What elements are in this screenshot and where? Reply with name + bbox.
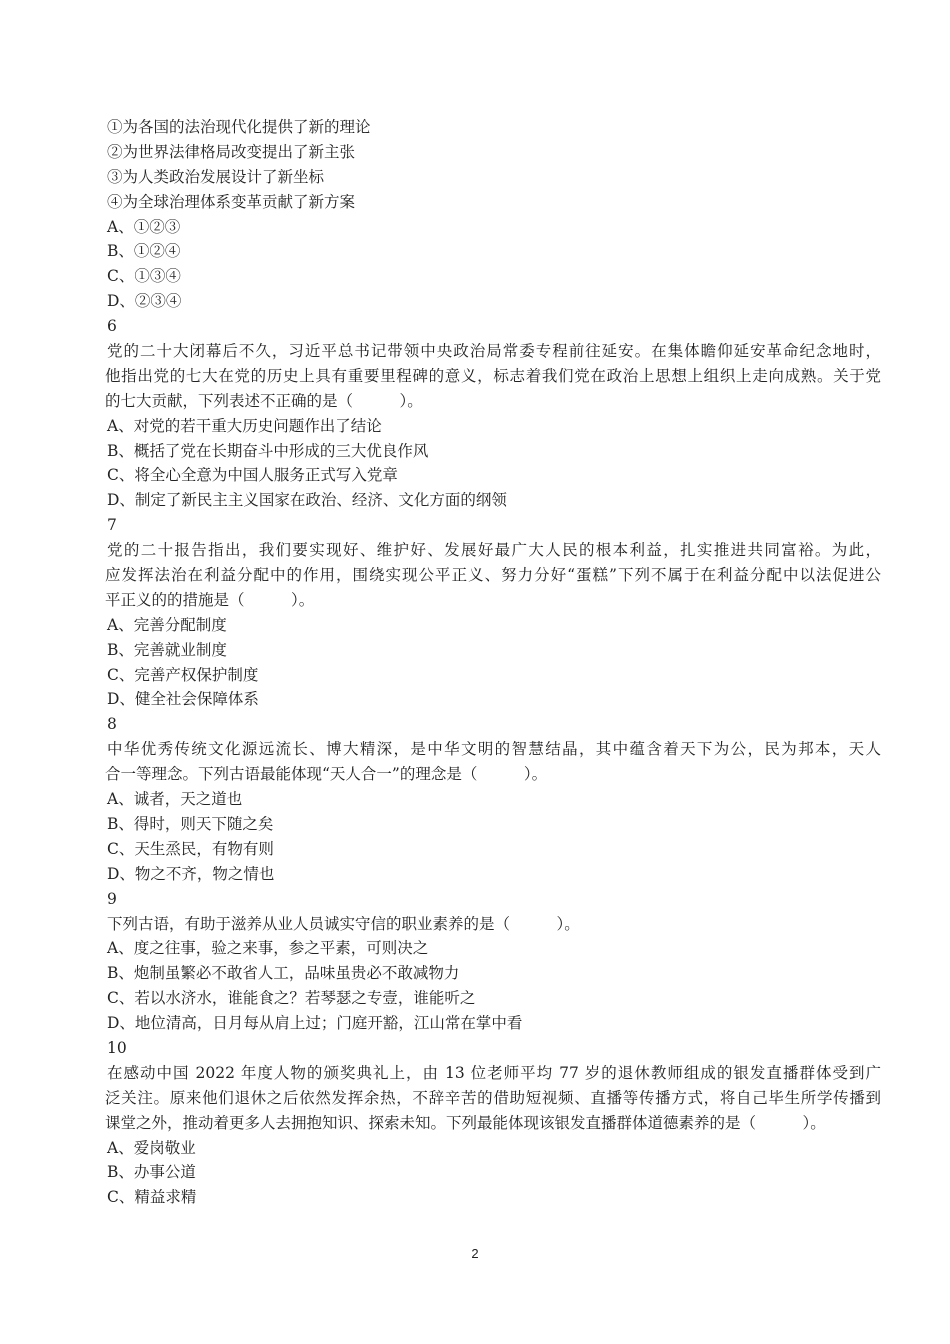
option: D、②③④	[107, 292, 182, 311]
option: B、办事公道	[107, 1163, 196, 1182]
question-stem: 合一等理念。下列古语最能体现“天人合一”的理念是（ ）。	[105, 765, 548, 784]
page-number: 2	[471, 1246, 479, 1261]
question-stem: 他指出党的七大在党的历史上具有重要里程碑的意义，标志着我们党在政治上思想上组织上走向成熟。关于党	[105, 366, 881, 385]
option: B、完善就业制度	[107, 640, 227, 659]
option: A、完善分配制度	[107, 615, 227, 634]
question-7	[105, 513, 881, 712]
question-stem: 课堂之外，推动着更多人去拥抱知识、探索未知。下列最能体现该银发直播群体道德素养的是（ ）。	[105, 1113, 826, 1132]
option: A、对党的若干重大历史问题作出了结论	[107, 416, 382, 435]
question-number: 9	[107, 889, 117, 908]
question-stem: 泛关注。原来他们退休之后依然发挥余热，不辞辛苦的借助短视频、直播等传播方式，将自己毕生所学传播到	[105, 1088, 881, 1107]
question-stem: 中华优秀传统文化源远流长、博大精深，是中华文明的智慧结晶，其中蕴含着天下为公，民为邦本，天人	[107, 740, 881, 759]
question-number: 6	[107, 317, 117, 336]
option: C、将全心全意为中国人服务正式写入党章	[107, 466, 398, 485]
option: D、物之不齐，物之情也	[107, 864, 275, 883]
question-number: 8	[107, 715, 117, 734]
question-stem: 在感动中国 2022 年度人物的颁奖典礼上，由 13 位老师平均 77 岁的退休教师组成的银发直播群体受到广	[107, 1063, 881, 1082]
document-body	[105, 115, 881, 1210]
question-6	[105, 314, 881, 513]
option: A、度之往事，验之来事，参之平素，可则决之	[107, 939, 429, 958]
option: B、概括了党在长期奋斗中形成的三大优良作风	[107, 441, 429, 460]
option: A、诚者，天之道也	[107, 790, 243, 809]
question-stem: 的七大贡献，下列表述不正确的是（ ）。	[105, 391, 423, 410]
question-stem: 下列古语，有助于滋养从业人员诚实守信的职业素养的是（ ）。	[107, 914, 580, 933]
question-5-continued	[105, 115, 881, 314]
option: A、①②③	[107, 217, 181, 236]
question-stem: 党的二十大闭幕后不久，习近平总书记带领中央政治局常委专程前往延安。在集体瞻仰延安革命纪念地时，	[107, 342, 881, 361]
option: A、爱岗敬业	[107, 1138, 196, 1157]
option: B、炮制虽繁必不敢省人工，品味虽贵必不敢减物力	[107, 964, 460, 983]
option: B、得时，则天下随之矣	[107, 814, 274, 833]
option: D、健全社会保障体系	[107, 690, 259, 709]
option: D、地位清高，日月每从肩上过；门庭开豁，江山常在掌中看	[107, 1014, 523, 1033]
question-8	[105, 712, 881, 886]
question-number: 7	[107, 516, 117, 535]
question-9	[105, 887, 881, 1036]
option: C、完善产权保护制度	[107, 665, 259, 684]
question-stem: 应发挥法治在利益分配中的作用，围绕实现公平正义、努力分好“蛋糕”下列不属于在利益分配中以法促进公	[105, 566, 881, 585]
question-stem: 平正义的的措施是（ ）。	[105, 590, 315, 609]
statement: ③为人类政治发展设计了新坐标	[107, 167, 325, 186]
question-number: 10	[107, 1038, 127, 1057]
option: D、制定了新民主主义国家在政治、经济、文化方面的纲领	[107, 491, 507, 510]
option: B、①②④	[107, 242, 181, 261]
option: C、精益求精	[107, 1188, 197, 1207]
statement: ②为世界法律格局改变提出了新主张	[107, 142, 356, 161]
question-stem: 党的二十报告指出，我们要实现好、维护好、发展好最广大人民的根本利益，扎实推进共同富裕。为此，	[107, 541, 881, 560]
option: C、①③④	[107, 267, 181, 286]
option: C、天生烝民，有物有则	[107, 839, 274, 858]
option: C、若以水济水，谁能食之？若琴瑟之专壹，谁能听之	[107, 989, 476, 1008]
statement: ①为各国的法治现代化提供了新的理论	[107, 118, 371, 136]
statement: ④为全球治理体系变革贡献了新方案	[107, 192, 356, 211]
question-10	[105, 1036, 881, 1210]
